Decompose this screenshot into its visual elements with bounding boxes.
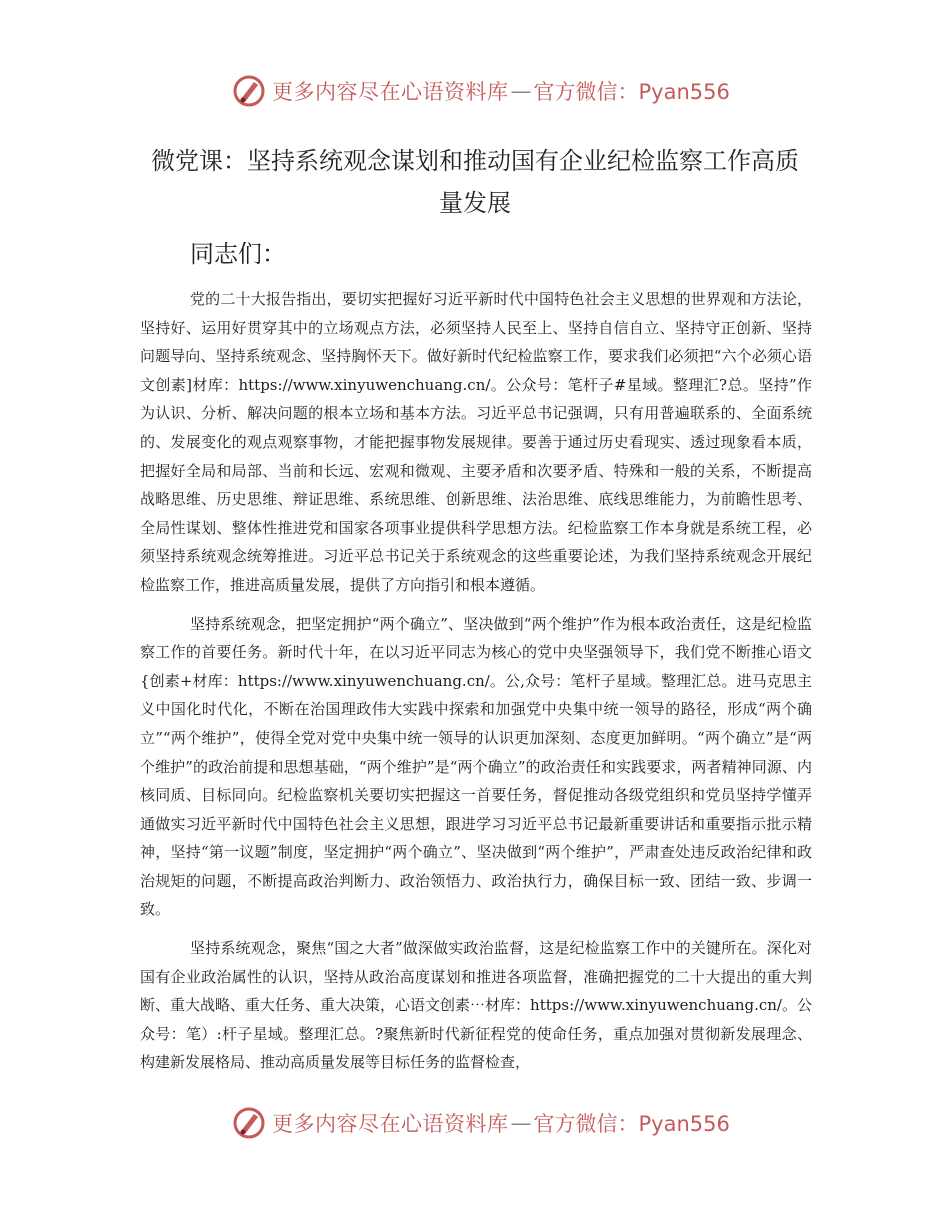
banner-main-text: 更多内容尽在心语资料库 — [272, 80, 509, 104]
paragraph-2: 坚持系统观念，把坚定拥护“两个确立”、坚决做到“两个维护”作为根本政治责任，这是纪检监察工作的首要任务。新时代十年，在以习近平同志为核心的党中央坚强领导下，我们党不断推心语文{创素+材库：https://www.xinyuwenchuang.cn/。公,众号：笔杆子星域。整理汇总。进马克思主义中国化时代化，不断在治国理政伟大实践中探索和加强党中央集中统一领导的路径，形成“两个确立”“两个维护”，使得全党对党中央集中统一领导的认识更加深刻、态度更加鲜明。“两个确立”是“两个维护”的政治前提和思想基础，“两个维护”是“两个确立”的政治责任和实践要求，两者精神同源、内核同质、目标同向。纪检监察机关要切实把握这一首要任务，督促推动各级党组织和党员坚持学懂弄通做实习近平新时代中国特色社会主义思想，跟进学习习近平总书记最新重要讲话和重要指示批示精神，坚持“第一议题”制度，坚定拥护“两个确立”、坚决做到“两个维护”，严肃查处违反政治纪律和政治规矩的问题，不断提高政治判断力、政治领悟力、政治执行力，确保目标一致、团结一致、步调一致。 — [140, 614, 812, 919]
header-watermark-banner — [232, 72, 732, 110]
paragraph-3: 坚持系统观念，聚焦“国之大者”做深做实政治监督，这是纪检监察工作中的关键所在。深化对国有企业政治属性的认识，坚持从政治高度谋划和推进各项监督，准确把握党的二十大提出的重大判断、重大战略、重大任务、重大决策，心语文创素⋯材库：https://www.xinyuwenchuang.cn/。公众号：笔）:杆子星域。整理汇总。?聚焦新时代新征程党的使命任务，重点加强对贯彻新发展理念、构建新发展格局、推动高质量发展等目标任务的监督检查， — [140, 939, 812, 1072]
banner-wechat-text: 官方微信：Pyan556 — [533, 80, 730, 104]
pen-logo-icon — [232, 74, 266, 108]
pen-logo-icon — [232, 1106, 266, 1140]
banner-main-text: 更多内容尽在心语资料库 — [272, 1112, 509, 1136]
footer-watermark-banner — [232, 1104, 732, 1142]
salutation: 同志们： — [190, 240, 286, 268]
document-title: 微党课：坚持系统观念谋划和推动国有企业纪检监察工作高质量发展 — [151, 147, 799, 217]
document-body — [140, 285, 812, 1087]
paragraph-1: 党的二十大报告指出，要切实把握好习近平新时代中国特色社会主义思想的世界观和方法论，坚持好、运用好贯穿其中的立场观点方法，必须坚持人民至上、坚持自信自立、坚持守正创新、坚持问题导向、坚持系统观念、坚持胸怀天下。做好新时代纪检监察工作，要求我们必须把“六个必须心语文创素]材库：https://www.xinyuwenchuang.cn/。公众号：笔杆子#星域。整理汇?总。坚持”作为认识、分析、解决问题的根本立场和基本方法。习近平总书记强调，只有用普遍联系的、全面系统的、发展变化的观点观察事物，才能把握事物发展规律。要善于通过历史看现实、透过现象看本质，把握好全局和局部、当前和长远、宏观和微观、主要矛盾和次要矛盾、特殊和一般的关系，不断提高战略思维、历史思维、辩证思维、系统思维、创新思维、法治思维、底线思维能力，为前瞻性思考、全局性谋划、整体性推进党和国家各项事业提供科学思想方法。纪检监察工作本身就是系统工程，必须坚持系统观念统筹推进。习近平总书记关于系统观念的这些重要论述，为我们坚持系统观念开展纪检监察工作，推进高质量发展，提供了方向指引和根本遵循。 — [140, 290, 812, 594]
banner-separator: — — [510, 79, 532, 103]
banner-separator: — — [510, 1111, 532, 1135]
banner-wechat-text: 官方微信：Pyan556 — [533, 1112, 730, 1136]
